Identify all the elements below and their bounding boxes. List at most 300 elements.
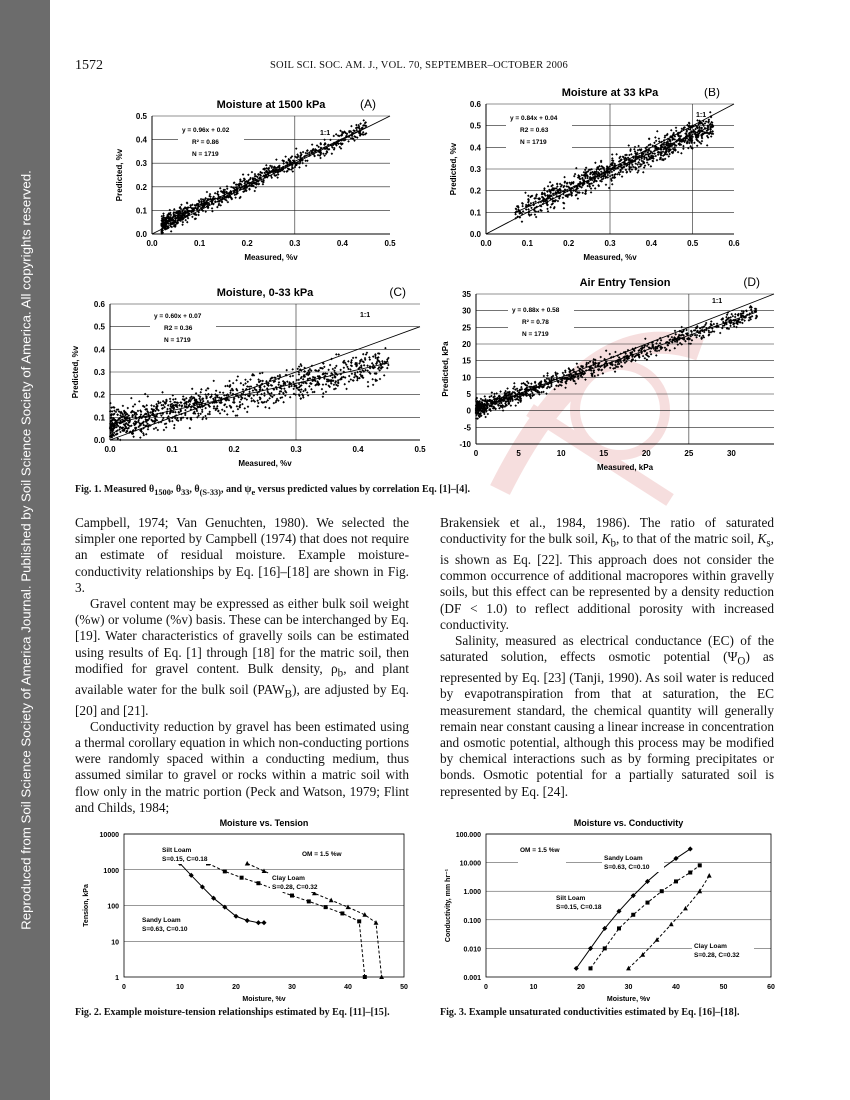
data-point (191, 216, 194, 219)
data-point (647, 163, 650, 166)
data-point (646, 161, 649, 164)
data-point (169, 400, 172, 403)
data-point (205, 389, 208, 392)
data-point (350, 125, 353, 128)
data-point (247, 174, 250, 177)
data-point (514, 404, 517, 407)
data-point (695, 336, 698, 339)
data-point (264, 406, 267, 409)
data-point (680, 152, 683, 155)
series-marker (290, 894, 294, 898)
data-point (222, 391, 225, 394)
y-tick-label: 0.4 (93, 345, 105, 355)
y-axis-label: Predicted, kPa (441, 341, 450, 397)
data-point (184, 414, 187, 417)
data-point (633, 148, 636, 151)
data-point (284, 155, 287, 158)
x-tick-label: 0.5 (384, 239, 396, 248)
data-point (611, 157, 614, 160)
data-point (586, 177, 589, 180)
data-point (273, 394, 276, 397)
clay-loam-label: S=0.28, C=0.32 (272, 884, 318, 891)
data-point (585, 166, 588, 169)
data-point (545, 392, 548, 395)
x-tick-label: 30 (288, 984, 296, 991)
data-point (546, 372, 549, 375)
data-point (614, 370, 617, 373)
data-point (298, 166, 301, 169)
data-point (292, 375, 295, 378)
data-point (557, 200, 560, 203)
y-tick-label: 0.0 (469, 230, 481, 239)
data-point (706, 144, 709, 147)
y-tick-label: -10 (459, 440, 471, 449)
data-point (351, 372, 354, 375)
y-tick-label: 20 (462, 340, 471, 349)
series-marker (324, 905, 328, 909)
data-point (381, 360, 384, 363)
data-point (667, 155, 670, 158)
data-point (634, 146, 637, 149)
data-point (323, 154, 326, 157)
data-point (169, 209, 172, 212)
data-point (162, 212, 165, 215)
data-point (577, 377, 580, 380)
chart-title: Moisture, 0-33 kPa (216, 287, 314, 299)
data-point (655, 354, 658, 357)
data-point (542, 391, 545, 394)
data-point (232, 410, 235, 413)
data-point (265, 401, 268, 404)
data-point (330, 382, 333, 385)
x-tick-label: 50 (719, 984, 728, 991)
data-point (387, 364, 390, 367)
data-point (372, 384, 375, 387)
data-point (734, 316, 737, 319)
x-tick-label: 0.3 (289, 239, 301, 248)
data-point (285, 369, 288, 372)
data-point (540, 391, 543, 394)
data-point (337, 353, 340, 356)
data-point (670, 129, 673, 132)
data-point (656, 159, 659, 162)
data-point (696, 119, 699, 122)
y-tick-label: -5 (463, 423, 471, 433)
series-marker (707, 873, 712, 878)
data-point (165, 426, 168, 429)
data-point (708, 118, 711, 121)
data-point (625, 154, 628, 157)
data-point (525, 208, 528, 211)
silt-loam-label: Silt Loam (556, 895, 586, 902)
chart-title: Air Entry Tension (579, 277, 671, 289)
series-marker (240, 876, 244, 880)
y-axis-label: Tension, kPa (83, 884, 90, 927)
data-point (172, 398, 175, 401)
data-point (653, 152, 656, 155)
series-marker (631, 913, 635, 917)
series-marker (603, 946, 607, 950)
data-point (653, 142, 656, 145)
data-point (206, 191, 209, 194)
series-marker (688, 871, 692, 875)
data-point (335, 365, 338, 368)
y-tick-label: 0.6 (93, 300, 105, 309)
data-point (270, 166, 273, 169)
data-point (495, 392, 498, 395)
data-point (260, 393, 263, 396)
paragraph: Brakensiek et al., 1984, 1986). The ratio of saturated conductivity for the bulk soil, $K_b$, to that of the matric soil, $K_s$, is shown as Eq. [22]. This approach does not consider the common occurrence of additional macropores within gravelly soils, but this effect can be represented by a density reduction (DF < 1.0) to reflect additional porosity with increased conductivity. (440, 515, 774, 632)
x-tick-label: 0.0 (480, 239, 492, 248)
data-point (147, 428, 150, 431)
y-tick-label: 0.1 (469, 208, 481, 218)
data-point (660, 339, 663, 342)
x-tick-label: 20 (232, 984, 240, 991)
chart-moisture-conductivity (436, 810, 781, 1006)
data-point (513, 382, 516, 385)
y-tick-label: 25 (462, 323, 471, 333)
data-point (484, 395, 487, 398)
x-tick-label: 30 (624, 984, 633, 991)
data-point (132, 435, 135, 438)
data-point (348, 375, 351, 378)
data-point (219, 391, 222, 394)
data-point (219, 204, 222, 207)
data-point (735, 326, 738, 329)
y-tick-label: 0.2 (469, 186, 481, 196)
figure2-caption: Fig. 2. Example moisture-tension relationships estimated by Eq. [11]–[15]. (75, 1007, 390, 1018)
data-point (219, 187, 222, 190)
data-point (547, 185, 550, 188)
data-point (134, 403, 137, 406)
data-point (350, 359, 353, 362)
data-point (160, 404, 163, 407)
data-point (286, 380, 289, 383)
data-point (605, 184, 608, 187)
data-point (386, 367, 389, 370)
data-point (499, 390, 502, 393)
data-point (199, 391, 202, 394)
data-point (682, 147, 685, 150)
data-point (246, 411, 249, 414)
data-point (655, 155, 658, 158)
paragraph: Campbell, 1974; Van Genuchten, 1980). We selected the simpler one reported by Campbell (1974) that does not require an estimate of residual moisture. Example moisture-conductivity relationships by Eq. [16]–[18] are shown in Fig. 3. (75, 515, 409, 595)
data-point (719, 332, 722, 335)
data-point (184, 219, 187, 222)
data-point (244, 397, 247, 400)
data-point (348, 380, 351, 383)
data-point (213, 407, 216, 410)
data-point (594, 187, 597, 190)
data-point (199, 413, 202, 416)
data-point (178, 404, 181, 407)
sandy-loam-label: S=0.63, C=0.10 (142, 926, 188, 933)
chart-moisture-1500 (108, 88, 418, 270)
data-point (656, 130, 659, 133)
data-point (212, 380, 215, 383)
y-tick-label: 5 (466, 390, 471, 399)
data-point (530, 202, 533, 205)
data-point (685, 329, 688, 332)
data-point (309, 377, 312, 380)
clay-loam-label: S=0.28, C=0.32 (694, 952, 740, 959)
x-tick-label: 10 (529, 984, 538, 991)
data-point (648, 137, 651, 140)
clay-loam-label: Clay Loam (694, 943, 727, 950)
chart-moisture-tension (72, 810, 412, 1006)
x-tick-label: 0.5 (687, 239, 699, 248)
text-column-left (75, 515, 409, 816)
data-point (590, 191, 593, 194)
data-point (214, 192, 217, 195)
data-point (267, 399, 270, 402)
data-point (535, 216, 538, 219)
data-point (232, 382, 235, 385)
data-point (301, 162, 304, 165)
x-tick-label: 0.3 (604, 239, 616, 248)
equation-label: y = 0.96x + 0.02 (182, 127, 230, 134)
data-point (364, 369, 367, 372)
data-point (371, 378, 374, 381)
x-tick-label: 0.3 (290, 445, 302, 454)
data-point (333, 383, 336, 386)
series-marker (646, 901, 650, 905)
data-point (743, 319, 746, 322)
panel-letter: (B) (704, 88, 720, 99)
data-point (530, 207, 533, 210)
data-point (363, 364, 366, 367)
sandy-loam-label: S=0.63, C=0.10 (604, 864, 650, 871)
y-axis-label: Predicted, %v (449, 142, 458, 196)
data-point (246, 385, 249, 388)
data-point (298, 379, 301, 382)
running-head: SOIL SCI. SOC. AM. J., VOL. 70, SEPTEMBER–OCTOBER 2006 (270, 60, 568, 71)
data-point (169, 398, 172, 401)
data-point (250, 385, 253, 388)
data-point (366, 369, 369, 372)
data-point (204, 210, 207, 213)
data-point (283, 170, 286, 173)
data-point (283, 387, 286, 390)
data-point (729, 325, 732, 328)
data-point (180, 419, 183, 422)
data-point (534, 200, 537, 203)
series-marker (589, 966, 593, 970)
series-marker (357, 919, 361, 923)
data-point (543, 189, 546, 192)
data-point (217, 191, 220, 194)
data-point (265, 164, 268, 167)
data-point (564, 371, 567, 374)
data-point (506, 387, 509, 390)
data-point (263, 392, 266, 395)
data-point (332, 368, 335, 371)
series-marker (669, 922, 674, 927)
r2-label: R² = 0.86 (192, 139, 219, 146)
data-point (364, 357, 367, 360)
data-point (208, 411, 211, 414)
data-point (556, 182, 559, 185)
data-point (304, 159, 307, 162)
n-label: N = 1719 (522, 331, 549, 338)
r2-label: R2 = 0.36 (164, 325, 193, 332)
data-point (637, 161, 640, 164)
data-point (335, 353, 338, 356)
data-point (269, 165, 272, 168)
data-point (296, 368, 299, 371)
data-point (256, 393, 259, 396)
data-point (675, 127, 678, 130)
data-point (268, 407, 271, 410)
data-point (226, 187, 229, 190)
y-axis-label: Predicted, %v (115, 148, 124, 202)
data-point (295, 147, 298, 150)
y-tick-label: 0.1 (135, 206, 147, 216)
data-point (323, 366, 326, 369)
data-point (628, 154, 631, 157)
data-point (251, 171, 254, 174)
series-marker (346, 905, 351, 910)
series-marker (340, 911, 344, 915)
data-point (673, 347, 676, 350)
data-point (372, 355, 375, 358)
data-point (675, 130, 678, 133)
data-point (696, 334, 699, 337)
x-tick-label: 0.2 (228, 445, 240, 454)
copyright-sidebar (0, 0, 50, 1100)
data-point (229, 392, 232, 395)
data-point (528, 386, 531, 389)
data-point (160, 414, 163, 417)
data-point (487, 413, 490, 416)
data-point (184, 409, 187, 412)
data-point (305, 165, 308, 168)
data-point (109, 410, 112, 413)
data-point (308, 385, 311, 388)
data-point (618, 356, 621, 359)
text-column-right (440, 515, 774, 800)
data-point (263, 385, 266, 388)
data-point (693, 142, 696, 145)
y-tick-label: 0.5 (93, 322, 105, 332)
data-point (669, 349, 672, 352)
data-point (145, 404, 148, 407)
series-marker (374, 920, 379, 925)
data-point (180, 203, 183, 206)
data-point (590, 187, 593, 190)
panel-letter: (D) (743, 276, 760, 289)
y-tick-label: 0.001 (463, 975, 481, 982)
data-point (329, 364, 332, 367)
data-point (521, 220, 524, 223)
data-point (204, 407, 207, 410)
data-point (339, 369, 342, 372)
chart-moisture-33 (446, 88, 756, 270)
data-point (658, 349, 661, 352)
y-tick-label: 10000 (99, 832, 119, 839)
data-point (527, 195, 530, 198)
data-point (611, 153, 614, 156)
y-tick-label: 0.0 (93, 436, 105, 445)
chart-moisture-0-33 (70, 278, 445, 480)
data-point (170, 230, 173, 233)
data-point (277, 383, 280, 386)
data-point (668, 153, 671, 156)
x-tick-label: 0.2 (241, 239, 253, 248)
data-point (599, 356, 602, 359)
data-point (677, 151, 680, 154)
data-point (167, 404, 170, 407)
y-tick-label: 0.010 (463, 946, 481, 954)
data-point (244, 378, 247, 381)
data-point (592, 184, 595, 187)
chart-title: Moisture at 33 kPa (561, 88, 659, 99)
y-tick-label: 10 (111, 939, 119, 947)
x-tick-label: 40 (344, 984, 352, 991)
silt-loam-label: Silt Loam (162, 847, 192, 854)
clay-loam-label: Clay Loam (272, 875, 305, 882)
data-point (631, 168, 634, 171)
data-point (493, 393, 496, 396)
data-point (282, 401, 285, 404)
data-point (622, 171, 625, 174)
data-point (306, 391, 309, 394)
data-point (655, 342, 658, 345)
x-tick-label: 40 (672, 984, 680, 991)
data-point (215, 389, 218, 392)
data-point (698, 335, 701, 338)
y-tick-label: 10.000 (459, 860, 481, 868)
data-point (335, 133, 338, 136)
data-point (514, 213, 517, 216)
data-point (577, 366, 580, 369)
data-point (655, 140, 658, 143)
data-point (621, 175, 624, 178)
data-point (246, 398, 249, 401)
series-marker (256, 920, 261, 925)
data-point (256, 399, 259, 402)
series-line (180, 863, 264, 922)
data-point (235, 379, 238, 382)
data-point (211, 207, 214, 210)
series-marker (223, 869, 227, 873)
y-tick-label: 100 (107, 903, 119, 911)
data-point (241, 403, 244, 406)
data-point (305, 152, 308, 155)
chart-title: Moisture at 1500 kPa (216, 99, 326, 111)
y-tick-label: 0.4 (135, 135, 147, 145)
data-point (615, 153, 618, 156)
data-point (322, 383, 325, 386)
data-point (191, 388, 194, 391)
data-point (650, 353, 653, 356)
one-to-one-label: 1:1 (696, 112, 707, 119)
data-point (334, 367, 337, 370)
data-point (549, 181, 552, 184)
data-point (362, 119, 365, 122)
data-point (333, 369, 336, 372)
data-point (219, 412, 222, 415)
data-point (195, 392, 198, 395)
data-point (367, 381, 370, 384)
data-point (607, 174, 610, 177)
y-tick-label: 0.0 (135, 230, 147, 239)
data-point (562, 196, 565, 199)
data-point (257, 405, 260, 408)
data-point (228, 380, 231, 383)
series-marker (307, 899, 311, 903)
data-point (630, 153, 633, 156)
